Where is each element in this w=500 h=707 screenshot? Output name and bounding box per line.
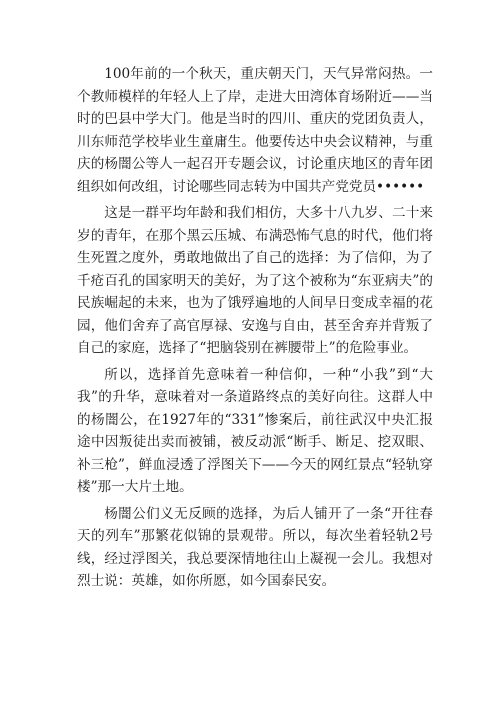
paragraph-3: 所以，选择首先意味着一种信仰，一种“小我”到“大我”的升华，意味着对一条道路终点的美好向往。这群人中的杨闇公，在1927年的“331”惨案后，前往武汉中央汇报途中因叛徒出卖而被铺，被反动派“断手、断足、挖双眼、补三枪”，鲜血浸透了浮图关下——今天的网红景点“轻轨穿楼”那一大片土地。: [77, 366, 433, 495]
paragraph-1: 100年前的一个秋天，重庆朝天门，天气异常闷热。一个教师模样的年轻人上了岸，走进大田湾体育场附近——当时的巴县中学大门。他是当时的四川、重庆的党团负责人，川东师范学校毕业生童庸生。他要传达中央会议精神，与重庆的杨闇公等人一起召开专题会议，讨论重庆地区的青年团组织如何改组，讨论哪些同志转为中国共产党党员••••••: [77, 66, 433, 195]
document-body: [77, 63, 433, 597]
paragraph-2: 这是一群平均年龄和我们相仿，大多十八九岁、二十来岁的青年，在那个黑云压城、布满恐怖气息的时代，他们将生死置之度外，勇敢地做出了自己的选择：为了信仰，为了千疮百孔的国家明天的美好，为了这个被称为“东亚病夫”的民族崛起的未来，也为了饿殍遍地的人间早日变成幸福的花园，他们舍弃了高官厚禄、安逸与自由，甚至舍弃并背叛了自己的家庭，选择了“把脑袋别在裤腰带上”的危险事业。: [77, 205, 433, 356]
paragraph-4: 杨闇公们义无反顾的选择，为后人铺开了一条“开往春天的列车”那繁花似锦的景观带。所以，每次坐着轻轨2号线，经过浮图关，我总要深情地往山上凝视一会儿。我想对烈士说：英雄，如你所愿，如今国泰民安。: [77, 505, 433, 589]
